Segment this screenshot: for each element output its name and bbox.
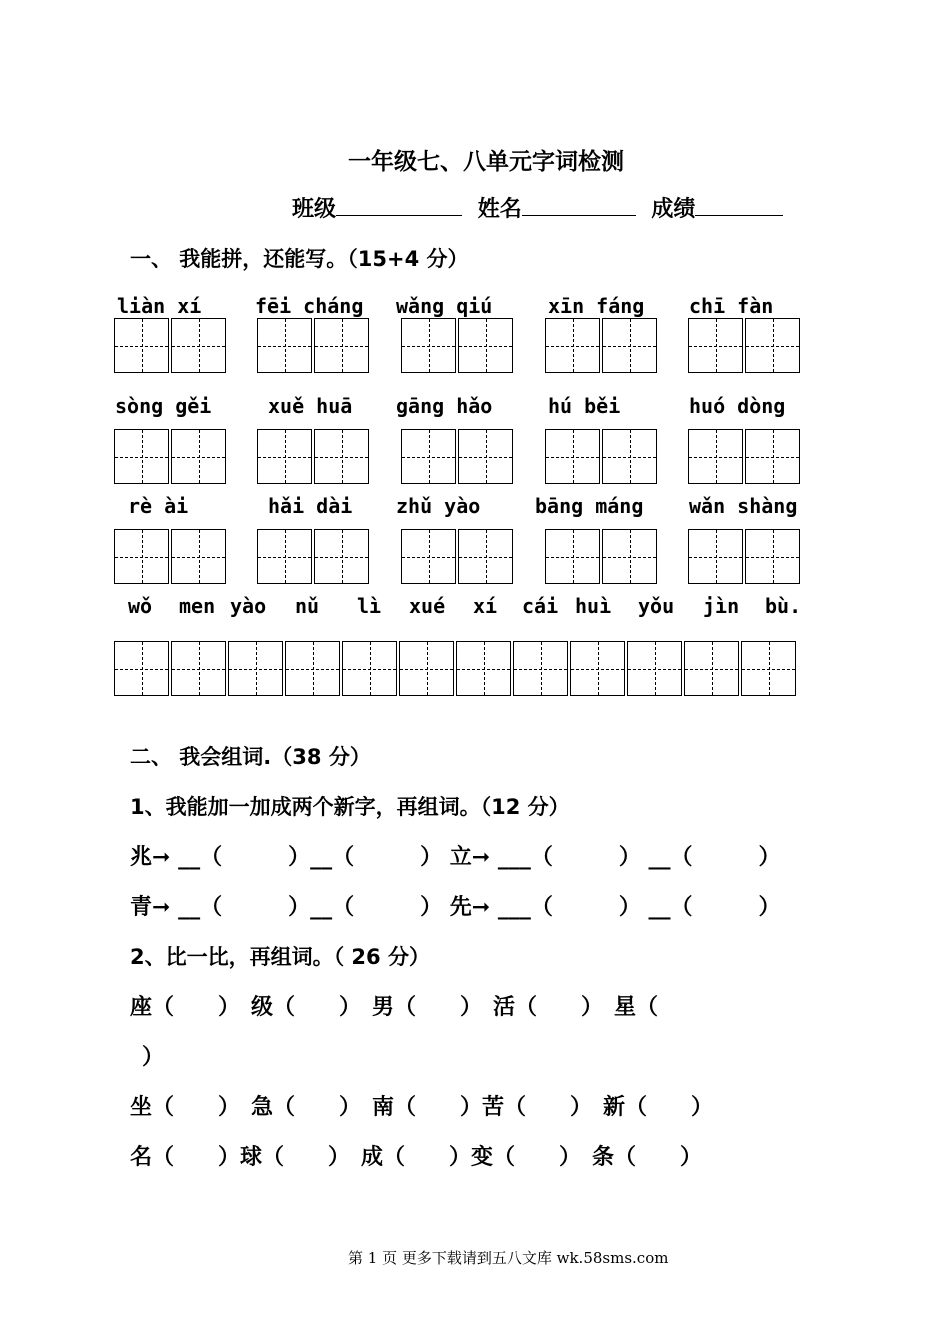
- write-cell[interactable]: [627, 641, 682, 696]
- write-cell[interactable]: [314, 429, 369, 484]
- write-cell[interactable]: [545, 318, 600, 373]
- q2-line-3: 名（ ）球（ ） 成（ ）变（ ） 条（ ）: [130, 1145, 703, 1170]
- write-cell[interactable]: [171, 529, 226, 584]
- write-cell[interactable]: [314, 318, 369, 373]
- page-footer: 第 1 页 更多下载请到五八文库 wk.58sms.com: [348, 1249, 669, 1267]
- sentence-pinyin-9: huì: [575, 594, 612, 618]
- write-cell[interactable]: [745, 429, 800, 484]
- write-grid-2-4: [545, 429, 659, 484]
- write-grid-3-2: [257, 529, 371, 584]
- write-cell[interactable]: [684, 641, 739, 696]
- write-grid-3-3: [401, 529, 515, 584]
- write-cell[interactable]: [285, 641, 340, 696]
- write-cell[interactable]: [257, 429, 312, 484]
- write-cell[interactable]: [688, 318, 743, 373]
- q2-line-1: 座（ ） 级（ ） 男（ ） 活（ ） 星（: [130, 995, 659, 1020]
- write-cell[interactable]: [570, 641, 625, 696]
- pinyin-1-1: liàn xí: [117, 294, 202, 318]
- write-cell[interactable]: [401, 429, 456, 484]
- write-grid-2-2: [257, 429, 371, 484]
- write-cell[interactable]: [458, 318, 513, 373]
- write-cell[interactable]: [342, 641, 397, 696]
- write-cell[interactable]: [458, 529, 513, 584]
- sentence-pinyin-1: wǒ: [128, 594, 153, 618]
- write-cell[interactable]: [458, 429, 513, 484]
- write-cell[interactable]: [114, 641, 169, 696]
- write-grid-1-4: [545, 318, 659, 373]
- write-cell[interactable]: [257, 529, 312, 584]
- write-cell[interactable]: [745, 318, 800, 373]
- page-title: 一年级七、八单元字词检测: [348, 149, 624, 175]
- write-cell[interactable]: [456, 641, 511, 696]
- pinyin-2-3: gāng hǎo: [396, 394, 493, 418]
- pinyin-3-4: bāng máng: [535, 494, 644, 518]
- sentence-pinyin-10: yǒu: [638, 594, 675, 618]
- write-cell[interactable]: [401, 529, 456, 584]
- name-label: 姓名: [477, 197, 522, 222]
- question-1-prompt: 1、我能加一加成两个新字，再组词。（12 分）: [130, 795, 570, 819]
- sentence-pinyin-8: cái: [522, 594, 559, 618]
- write-grid-2-3: [401, 429, 515, 484]
- write-cell[interactable]: [688, 429, 743, 484]
- pinyin-2-5: huó dòng: [689, 394, 786, 418]
- pinyin-1-5: chī fàn: [689, 294, 774, 318]
- section-1-heading: 一、 我能拼，还能写。（15+4 分）: [130, 247, 469, 271]
- write-cell[interactable]: [602, 529, 657, 584]
- write-cell[interactable]: [114, 529, 169, 584]
- q1-line-2: 青➞ __（ ）__（ ） 先➞ ___（ ） __（ ）: [130, 895, 781, 920]
- pinyin-3-1: rè ài: [128, 494, 189, 518]
- write-grid-3-4: [545, 529, 659, 584]
- class-blank[interactable]: [336, 195, 462, 216]
- sentence-pinyin-5: lì: [357, 594, 382, 618]
- write-cell[interactable]: [602, 429, 657, 484]
- write-cell[interactable]: [257, 318, 312, 373]
- pinyin-1-2: fēi cháng: [255, 294, 364, 318]
- class-label: 班级: [292, 197, 337, 222]
- write-cell[interactable]: [513, 641, 568, 696]
- q2-line-1-wrap: ）: [142, 1045, 165, 1070]
- score-blank[interactable]: [695, 195, 783, 216]
- sentence-pinyin-11: jìn: [703, 594, 740, 618]
- write-cell[interactable]: [545, 529, 600, 584]
- q2-line-2: 坐（ ） 急（ ） 南（ ）苦（ ） 新（ ）: [130, 1095, 714, 1120]
- write-cell[interactable]: [171, 429, 226, 484]
- write-cell[interactable]: [545, 429, 600, 484]
- write-cell[interactable]: [171, 318, 226, 373]
- pinyin-3-3: zhǔ yào: [396, 494, 481, 518]
- pinyin-3-2: hǎi dài: [268, 494, 353, 518]
- write-grid-3-1: [114, 529, 228, 584]
- write-cell[interactable]: [314, 529, 369, 584]
- pinyin-2-4: hú běi: [548, 394, 621, 418]
- write-grid-2-1: [114, 429, 228, 484]
- write-cell[interactable]: [741, 641, 796, 696]
- write-cell[interactable]: [171, 641, 226, 696]
- write-grid-1-5: [688, 318, 802, 373]
- write-cell[interactable]: [399, 641, 454, 696]
- score-label: 成绩: [651, 197, 696, 222]
- write-cell[interactable]: [745, 529, 800, 584]
- write-grid-3-5: [688, 529, 802, 584]
- student-info-line: [292, 192, 783, 223]
- name-blank[interactable]: [522, 195, 636, 216]
- write-cell[interactable]: [114, 429, 169, 484]
- pinyin-2-1: sòng gěi: [115, 394, 212, 418]
- sentence-pinyin-3: yào: [230, 594, 267, 618]
- sentence-pinyin-6: xué: [409, 594, 446, 618]
- write-cell[interactable]: [228, 641, 283, 696]
- write-cell[interactable]: [401, 318, 456, 373]
- q1-line-1: 兆➞ __（ ）__（ ） 立➞ ___（ ） __（ ）: [130, 845, 781, 870]
- write-grid-1-3: [401, 318, 515, 373]
- write-cell[interactable]: [114, 318, 169, 373]
- pinyin-1-4: xīn fáng: [548, 294, 645, 318]
- sentence-write-grid: [114, 641, 798, 696]
- section-2-heading: 二、 我会组词.（38 分）: [130, 745, 371, 769]
- pinyin-1-3: wǎng qiú: [396, 294, 493, 318]
- sentence-pinyin-7: xí: [473, 594, 498, 618]
- write-cell[interactable]: [602, 318, 657, 373]
- pinyin-2-2: xuě huā: [268, 394, 353, 418]
- write-grid-2-5: [688, 429, 802, 484]
- sentence-pinyin-4: nǔ: [295, 594, 320, 618]
- write-grid-1-2: [257, 318, 371, 373]
- write-cell[interactable]: [688, 529, 743, 584]
- write-grid-1-1: [114, 318, 228, 373]
- sentence-pinyin-2: men: [179, 594, 216, 618]
- sentence-pinyin-12: bù.: [765, 594, 802, 618]
- question-2-prompt: 2、比一比，再组词。（ 26 分）: [130, 945, 430, 969]
- pinyin-3-5: wǎn shàng: [689, 494, 798, 518]
